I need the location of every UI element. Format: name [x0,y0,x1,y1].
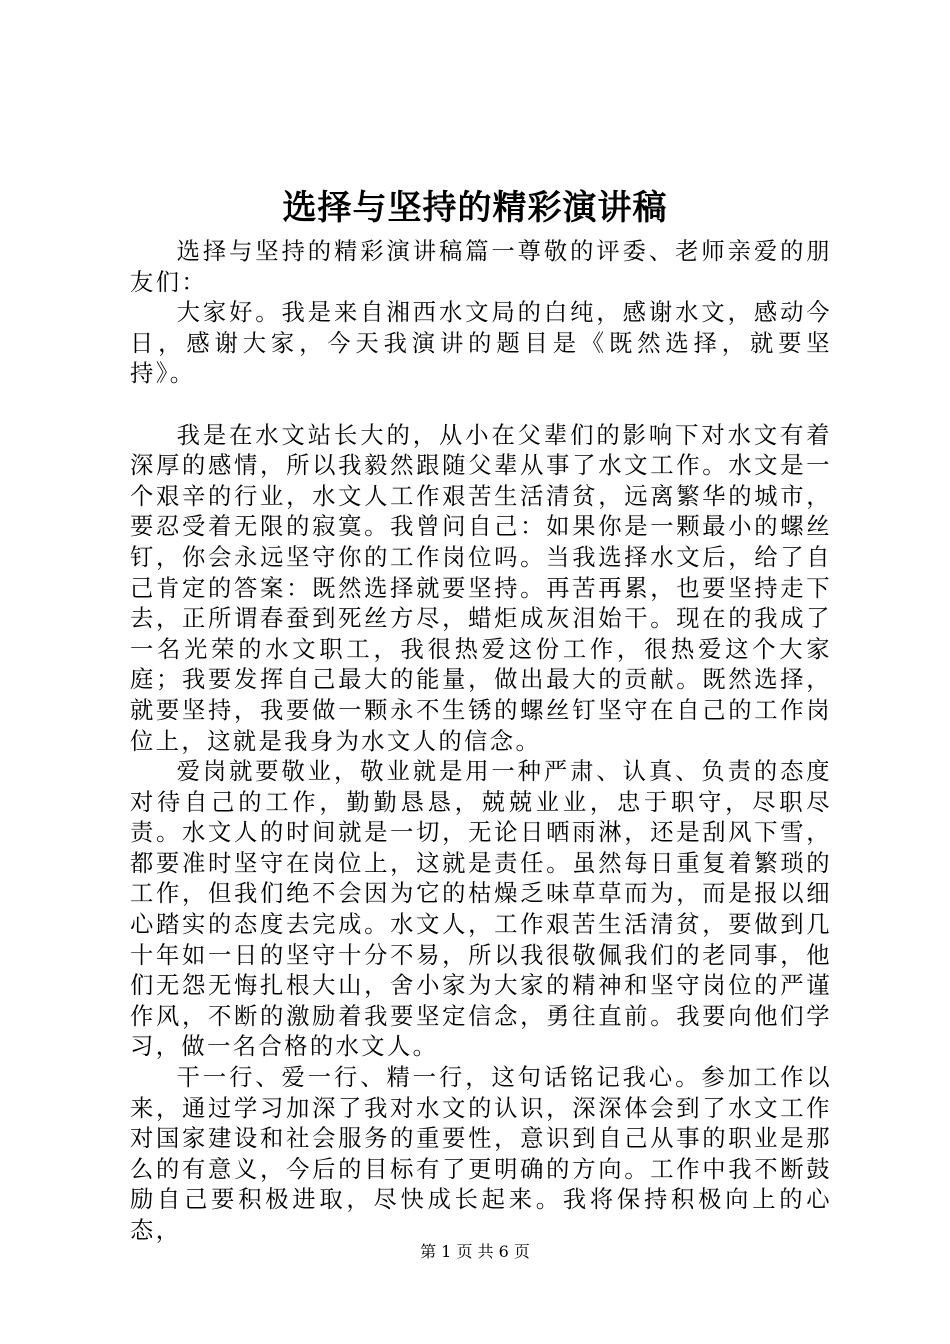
paragraph-greeting: 选择与坚持的精彩演讲稿篇一尊敬的评委、老师亲爱的朋友们： [130,238,832,296]
paragraph-dedication: 爱岗就要敬业，敬业就是用一种严肃、认真、负责的态度对待自己的工作，勤勤恳恳，兢兢业业，忠于职守，尽职尽责。水文人的时间就是一切，无论日晒雨淋，还是刮风下雪，都要准时坚守在岗位上，这就是责任。虽然每日重复着繁琐的工作，但我们绝不会因为它的枯燥乏味草草而为，而是报以细心踏实的态度去完成。水文人，工作艰苦生活清贫，要做到几十年如一日的坚守十分不易，所以我很敬佩我们的老同事，他们无怨无悔扎根大山，舍小家为大家的精神和坚守岗位的严谨作风，不断的激励着我要坚定信念，勇往直前。我要向他们学习，做一名合格的水文人。 [130,758,832,1061]
paragraph-introduction: 大家好。我是来自湘西水文局的白纯，感谢水文，感动今日，感谢大家，今天我演讲的题目是《既然选择，就要坚持》。 [130,299,832,388]
page-number-footer: 第 1 页 共 6 页 [420,1242,530,1261]
paragraph-mastery: 干一行、爱一行、精一行，这句话铭记我心。参加工作以来，通过学习加深了我对水文的认识，深深体会到了水文工作对国家建设和社会服务的重要性，意识到自己从事的职业是那么的有意义，今后的目标有了更明确的方向。工作中我不断鼓励自己要积极进取，尽快成长起来。我将保持积极向上的心态， [130,1064,832,1244]
paragraph-choice: 我是在水文站长大的，从小在父辈们的影响下对水文有着深厚的感情，所以我毅然跟随父辈从事了水文工作。水文是一个艰辛的行业，水文人工作艰苦生活清贫，远离繁华的城市，要忍受着无限的寂寞。我曾问自己：如果你是一颗最小的螺丝钉，你会永远坚守你的工作岗位吗。当我选择水文后，给了自己肯定的答案：既然选择就要坚持。再苦再累，也要坚持走下去，正所谓春蚕到死丝方尽，蜡炬成灰泪始干。现在的我成了一名光荣的水文职工，我很热爱这份工作，很热爱这个大家庭；我要发挥自己最大的能量，做出最大的贡献。既然选择，就要坚持，我要做一颗永不生锈的螺丝钉坚守在自己的工作岗位上，这就是我身为水文人的信念。 [130,421,832,755]
speech-body [130,237,832,1247]
page-title: 选择与坚持的精彩演讲稿 [282,188,668,228]
